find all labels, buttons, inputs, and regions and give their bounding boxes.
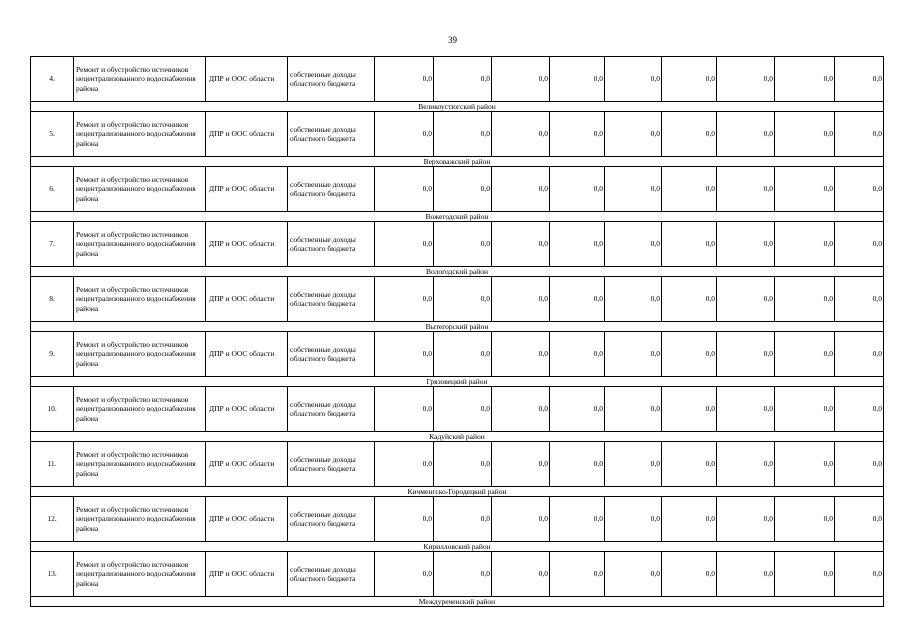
value-cell: 0,0: [717, 222, 775, 267]
table-row: [31, 112, 884, 157]
value-cell: 0,0: [835, 167, 884, 212]
funding-source-cell: собственные доходы областного бюджета: [288, 552, 375, 597]
district-name: Междуреченский район: [31, 597, 884, 607]
value-cell: 0,0: [550, 497, 605, 542]
table-row: [31, 222, 884, 267]
district-header-row: [31, 432, 884, 442]
district-header-row: [31, 322, 884, 332]
row-number-cell: 6.: [31, 167, 74, 212]
value-cell: 0,0: [775, 497, 835, 542]
value-cell: 0,0: [662, 442, 717, 487]
row-number-cell: 8.: [31, 277, 74, 322]
value-cell: 0,0: [717, 167, 775, 212]
value-cell: 0,0: [550, 442, 605, 487]
district-header-row: [31, 212, 884, 222]
funding-source-cell: собственные доходы областного бюджета: [288, 167, 375, 212]
district-name: Кадуйский район: [31, 432, 884, 442]
row-number-cell: 12.: [31, 497, 74, 542]
row-number-cell: 5.: [31, 112, 74, 157]
value-cell: 0,0: [492, 57, 550, 102]
value-cell: 0,0: [605, 222, 662, 267]
value-cell: 0,0: [605, 387, 662, 432]
value-cell: 0,0: [375, 222, 434, 267]
value-cell: 0,0: [605, 57, 662, 102]
funding-source-cell: собственные доходы областного бюджета: [288, 277, 375, 322]
value-cell: 0,0: [550, 552, 605, 597]
district-name: Грязовецкий район: [31, 377, 884, 387]
executor-cell: ДПР и ООС области: [206, 57, 288, 102]
value-cell: 0,0: [775, 442, 835, 487]
value-cell: 0,0: [550, 222, 605, 267]
value-cell: 0,0: [662, 57, 717, 102]
row-number-cell: 10.: [31, 387, 74, 432]
measure-name-cell: Ремонт и обустройство источников нецентрализованного водоснабжения района: [74, 387, 206, 432]
value-cell: 0,0: [375, 387, 434, 432]
value-cell: 0,0: [717, 332, 775, 377]
value-cell: 0,0: [835, 552, 884, 597]
district-name: Кичменгско-Городецкий район: [31, 487, 884, 497]
value-cell: 0,0: [492, 332, 550, 377]
table-row: [31, 552, 884, 597]
row-number-cell: 7.: [31, 222, 74, 267]
district-header-row: [31, 377, 884, 387]
value-cell: 0,0: [835, 222, 884, 267]
value-cell: 0,0: [662, 167, 717, 212]
page-number: 39: [448, 35, 457, 45]
district-header-row: [31, 542, 884, 552]
value-cell: 0,0: [835, 497, 884, 542]
value-cell: 0,0: [605, 112, 662, 157]
value-cell: 0,0: [775, 57, 835, 102]
value-cell: 0,0: [492, 277, 550, 322]
value-cell: 0,0: [375, 442, 434, 487]
value-cell: 0,0: [605, 497, 662, 542]
value-cell: 0,0: [492, 167, 550, 212]
executor-cell: ДПР и ООС области: [206, 442, 288, 487]
value-cell: 0,0: [605, 442, 662, 487]
value-cell: 0,0: [375, 332, 434, 377]
value-cell: 0,0: [717, 552, 775, 597]
value-cell: 0,0: [375, 552, 434, 597]
measure-name-cell: Ремонт и обустройство источников нецентрализованного водоснабжения района: [74, 552, 206, 597]
value-cell: 0,0: [492, 222, 550, 267]
table-row: [31, 57, 884, 102]
district-name: Вожегодский район: [31, 212, 884, 222]
funding-source-cell: собственные доходы областного бюджета: [288, 442, 375, 487]
table-row: [31, 167, 884, 212]
value-cell: 0,0: [550, 387, 605, 432]
value-cell: 0,0: [434, 552, 492, 597]
table-row: [31, 387, 884, 432]
value-cell: 0,0: [550, 57, 605, 102]
value-cell: 0,0: [662, 277, 717, 322]
measure-name-cell: Ремонт и обустройство источников нецентрализованного водоснабжения района: [74, 332, 206, 377]
value-cell: 0,0: [662, 222, 717, 267]
table-body: [31, 57, 884, 607]
row-number-cell: 9.: [31, 332, 74, 377]
funding-source-cell: собственные доходы областного бюджета: [288, 57, 375, 102]
funding-source-cell: собственные доходы областного бюджета: [288, 112, 375, 157]
value-cell: 0,0: [550, 112, 605, 157]
measure-name-cell: Ремонт и обустройство источников нецентрализованного водоснабжения района: [74, 277, 206, 322]
value-cell: 0,0: [717, 497, 775, 542]
value-cell: 0,0: [550, 277, 605, 322]
district-name: Вытегорский район: [31, 322, 884, 332]
district-header-row: [31, 267, 884, 277]
measure-name-cell: Ремонт и обустройство источников нецентрализованного водоснабжения района: [74, 167, 206, 212]
value-cell: 0,0: [662, 552, 717, 597]
value-cell: 0,0: [550, 332, 605, 377]
funding-source-cell: собственные доходы областного бюджета: [288, 387, 375, 432]
value-cell: 0,0: [375, 167, 434, 212]
value-cell: 0,0: [775, 167, 835, 212]
executor-cell: ДПР и ООС области: [206, 332, 288, 377]
executor-cell: ДПР и ООС области: [206, 552, 288, 597]
value-cell: 0,0: [775, 332, 835, 377]
measure-name-cell: Ремонт и обустройство источников нецентрализованного водоснабжения района: [74, 222, 206, 267]
executor-cell: ДПР и ООС области: [206, 167, 288, 212]
measure-name-cell: Ремонт и обустройство источников нецентрализованного водоснабжения района: [74, 497, 206, 542]
value-cell: 0,0: [605, 277, 662, 322]
value-cell: 0,0: [775, 387, 835, 432]
district-header-row: [31, 597, 884, 607]
value-cell: 0,0: [835, 442, 884, 487]
district-name: Вологодский район: [31, 267, 884, 277]
value-cell: 0,0: [775, 112, 835, 157]
value-cell: 0,0: [375, 112, 434, 157]
funding-source-cell: собственные доходы областного бюджета: [288, 222, 375, 267]
district-header-row: [31, 487, 884, 497]
value-cell: 0,0: [492, 442, 550, 487]
value-cell: 0,0: [835, 387, 884, 432]
district-header-row: [31, 102, 884, 112]
value-cell: 0,0: [605, 167, 662, 212]
table-row: [31, 277, 884, 322]
value-cell: 0,0: [434, 222, 492, 267]
value-cell: 0,0: [775, 277, 835, 322]
value-cell: 0,0: [835, 57, 884, 102]
executor-cell: ДПР и ООС области: [206, 112, 288, 157]
value-cell: 0,0: [717, 277, 775, 322]
value-cell: 0,0: [434, 277, 492, 322]
value-cell: 0,0: [662, 112, 717, 157]
district-name: Верховажский район: [31, 157, 884, 167]
table-row: [31, 497, 884, 542]
value-cell: 0,0: [775, 222, 835, 267]
budget-table-container: [30, 56, 884, 607]
value-cell: 0,0: [662, 497, 717, 542]
value-cell: 0,0: [835, 277, 884, 322]
value-cell: 0,0: [434, 332, 492, 377]
measure-name-cell: Ремонт и обустройство источников нецентрализованного водоснабжения района: [74, 112, 206, 157]
value-cell: 0,0: [375, 57, 434, 102]
value-cell: 0,0: [835, 332, 884, 377]
row-number-cell: 4.: [31, 57, 74, 102]
measure-name-cell: Ремонт и обустройство источников нецентрализованного водоснабжения района: [74, 57, 206, 102]
row-number-cell: 13.: [31, 552, 74, 597]
value-cell: 0,0: [662, 387, 717, 432]
value-cell: 0,0: [375, 277, 434, 322]
value-cell: 0,0: [375, 497, 434, 542]
executor-cell: ДПР и ООС области: [206, 277, 288, 322]
budget-table: [30, 56, 884, 607]
measure-name-cell: Ремонт и обустройство источников нецентрализованного водоснабжения района: [74, 442, 206, 487]
value-cell: 0,0: [434, 167, 492, 212]
district-name: Великоустюгский район: [31, 102, 884, 112]
table-row: [31, 442, 884, 487]
value-cell: 0,0: [662, 332, 717, 377]
row-number-cell: 11.: [31, 442, 74, 487]
value-cell: 0,0: [434, 497, 492, 542]
district-header-row: [31, 157, 884, 167]
district-name: Кирилловский район: [31, 542, 884, 552]
executor-cell: ДПР и ООС области: [206, 497, 288, 542]
value-cell: 0,0: [717, 57, 775, 102]
executor-cell: ДПР и ООС области: [206, 387, 288, 432]
value-cell: 0,0: [835, 112, 884, 157]
value-cell: 0,0: [492, 112, 550, 157]
value-cell: 0,0: [717, 112, 775, 157]
value-cell: 0,0: [492, 552, 550, 597]
value-cell: 0,0: [605, 332, 662, 377]
value-cell: 0,0: [717, 387, 775, 432]
value-cell: 0,0: [434, 112, 492, 157]
value-cell: 0,0: [775, 552, 835, 597]
value-cell: 0,0: [492, 387, 550, 432]
funding-source-cell: собственные доходы областного бюджета: [288, 497, 375, 542]
value-cell: 0,0: [434, 57, 492, 102]
value-cell: 0,0: [434, 442, 492, 487]
value-cell: 0,0: [492, 497, 550, 542]
funding-source-cell: собственные доходы областного бюджета: [288, 332, 375, 377]
value-cell: 0,0: [550, 167, 605, 212]
value-cell: 0,0: [605, 552, 662, 597]
value-cell: 0,0: [717, 442, 775, 487]
executor-cell: ДПР и ООС области: [206, 222, 288, 267]
table-row: [31, 332, 884, 377]
value-cell: 0,0: [434, 387, 492, 432]
